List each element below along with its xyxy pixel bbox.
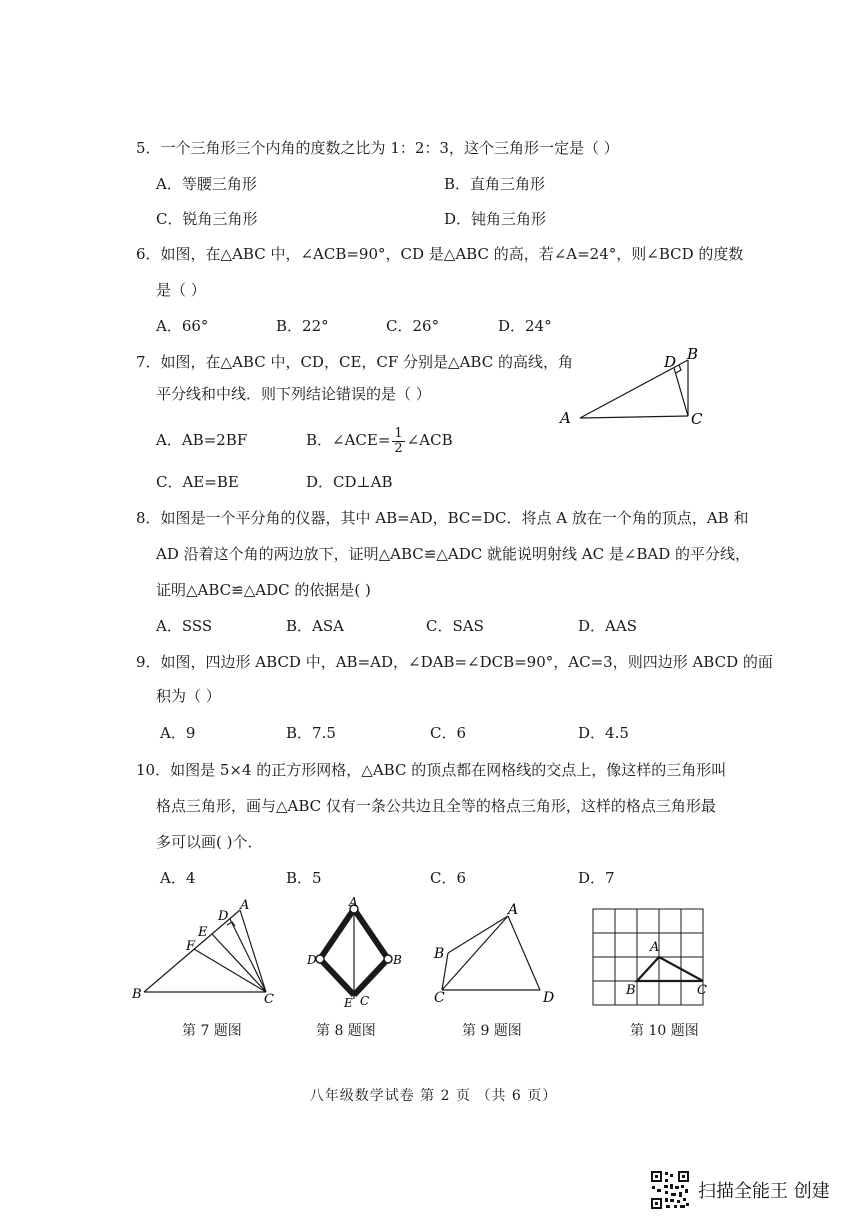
q5-stem: 5．一个三角形三个内角的度数之比为 1：2：3，这个三角形一定是（ ） (136, 139, 619, 157)
q6-side-ac (580, 416, 688, 418)
fig10-triangle-abc (637, 957, 703, 981)
fig8-label-b: B (393, 953, 402, 967)
fig8-arm-dc (320, 959, 354, 995)
fig8-pivot-d (316, 955, 324, 963)
q8-stem-line2: AD 沿着这个角的两边放下，证明△ABC≌△ADC 就能说明射线 AC 是∠BAD 的平分线， (156, 545, 751, 563)
q10-option-a: A．4 (160, 869, 196, 887)
q6-option-a: A．66° (156, 317, 209, 335)
q8-option-c: C．SAS (426, 617, 484, 635)
fig7-side-ac (240, 910, 266, 992)
qr-code-icon (650, 1170, 690, 1210)
q9-option-c: C．6 (430, 724, 467, 742)
q9-option-a: A．9 (160, 724, 196, 742)
figure-10 (590, 906, 710, 1008)
q8-stem-line1: 8．如图是一个平分角的仪器，其中 AB=AD，BC=DC．将点 A 放在一个角的顶点，AB 和 (136, 509, 749, 527)
fig8-label-d: D (307, 953, 317, 967)
q9-stem-line2: 积为（ ） (156, 687, 221, 705)
fig7-label-f: F (186, 939, 196, 954)
q10-stem-line2: 格点三角形，画与△ABC 仅有一条公共边且全等的格点三角形，这样的格点三角形最 (156, 797, 716, 815)
q10-option-c: C．6 (430, 869, 467, 887)
fig7-label-b: B (132, 987, 142, 1002)
q6-label-d: D (664, 353, 677, 371)
q6-option-d: D．24° (498, 317, 552, 335)
q6-stem-line1: 6．如图，在△ABC 中，∠ACB=90°，CD 是△ABC 的高，若∠A=24°，则∠BCD 的度数 (136, 245, 744, 263)
figure-8 (300, 895, 410, 1015)
figure-10-caption: 第 10 题图 (630, 1023, 699, 1039)
q9-stem-line1: 9．如图，四边形 ABCD 中，AB=AD，∠DAB=∠DCB=90°，AC=3，则四边形 ABCD 的面 (136, 653, 773, 671)
q7-option-b-prefix: B．∠ACE= (306, 431, 391, 449)
q7-fraction-numerator: 1 (394, 425, 403, 441)
fig8-arm-ad (320, 909, 354, 959)
fig10-label-a: A (650, 940, 660, 955)
q6-label-b: B (687, 345, 699, 363)
q7-stem-line2: 平分线和中线．则下列结论错误的是（ ） (156, 385, 431, 403)
q7-fraction-denominator: 2 (394, 440, 403, 456)
fig7-label-d: D (218, 909, 229, 924)
q6-stem-line2: 是（ ） (156, 281, 206, 299)
fig8-label-c: C (360, 994, 370, 1008)
fig7-label-c: C (264, 992, 274, 1007)
fig9-side-da (508, 916, 540, 990)
fig8-arm-ab (354, 909, 388, 959)
q6-option-c: C．26° (386, 317, 440, 335)
q6-figure (550, 343, 720, 438)
q9-option-b: B．7.5 (286, 724, 336, 742)
q7-option-d: D．CD⊥AB (306, 473, 393, 491)
q8-option-d: D．AAS (578, 617, 637, 635)
q6-label-a: A (560, 409, 571, 427)
q7-option-b-suffix: ∠ACB (406, 431, 453, 449)
q5-option-d: D．钝角三角形 (444, 210, 547, 228)
fig8-label-e: E (344, 996, 353, 1010)
fig8-arm-bc (354, 959, 388, 995)
fig7-label-e: E (198, 925, 208, 940)
figure-7 (128, 898, 288, 1008)
figure-7-caption: 第 7 题图 (182, 1023, 242, 1039)
fig9-side-ab (448, 916, 508, 953)
q7-option-b-fraction (392, 427, 404, 456)
fig9-label-b: B (434, 946, 445, 962)
q7-option-b (306, 420, 453, 460)
scanner-watermark (650, 1168, 830, 1212)
scanner-label: 扫描全能王 创建 (698, 1181, 830, 1202)
q10-option-b: B．5 (286, 869, 322, 887)
fig10-label-c: C (697, 983, 707, 998)
q5-option-c: C．锐角三角形 (156, 210, 258, 228)
fig7-line-ce (212, 934, 266, 992)
q5-option-b: B．直角三角形 (444, 175, 546, 193)
page-footer: 八年级数学试卷 第 2 页 （共 6 页） (309, 1088, 558, 1104)
q8-stem-line3: 证明△ABC≌△ADC 的依据是( ) (156, 581, 371, 599)
fig7-label-a: A (240, 898, 250, 913)
fig10-label-b: B (626, 983, 636, 998)
fig9-label-a: A (508, 902, 519, 918)
q9-option-d: D．4.5 (578, 724, 629, 742)
q5-option-a: A．等腰三角形 (156, 175, 257, 193)
q8-option-b: B．ASA (286, 617, 344, 635)
fig9-diagonal-ac (442, 916, 508, 990)
q8-option-a: A．SSS (156, 617, 213, 635)
fig9-label-c: C (434, 990, 445, 1006)
figure-9 (428, 898, 568, 1008)
q7-stem-line1: 7．如图，在△ABC 中，CD，CE，CF 分别是△ABC 的高线，角 (136, 353, 573, 371)
q7-option-a: A．AB=2BF (156, 431, 248, 449)
q6-option-b: B．22° (276, 317, 329, 335)
figure-9-caption: 第 9 题图 (462, 1023, 522, 1039)
q10-stem-line1: 10．如图是 5×4 的正方形网格，△ABC 的顶点都在网格线的交点上，像这样的三角形叫 (136, 761, 727, 779)
q6-label-c: C (691, 410, 703, 428)
q10-stem-line3: 多可以画( )个． (156, 833, 263, 851)
figure-8-caption: 第 8 题图 (316, 1023, 376, 1039)
q7-option-c: C．AE=BE (156, 473, 239, 491)
fig8-pivot-b (384, 955, 392, 963)
q6-altitude-cd (674, 368, 688, 416)
fig8-label-a: A (349, 895, 358, 909)
q10-option-d: D．7 (578, 869, 615, 887)
fig9-label-d: D (543, 990, 555, 1006)
